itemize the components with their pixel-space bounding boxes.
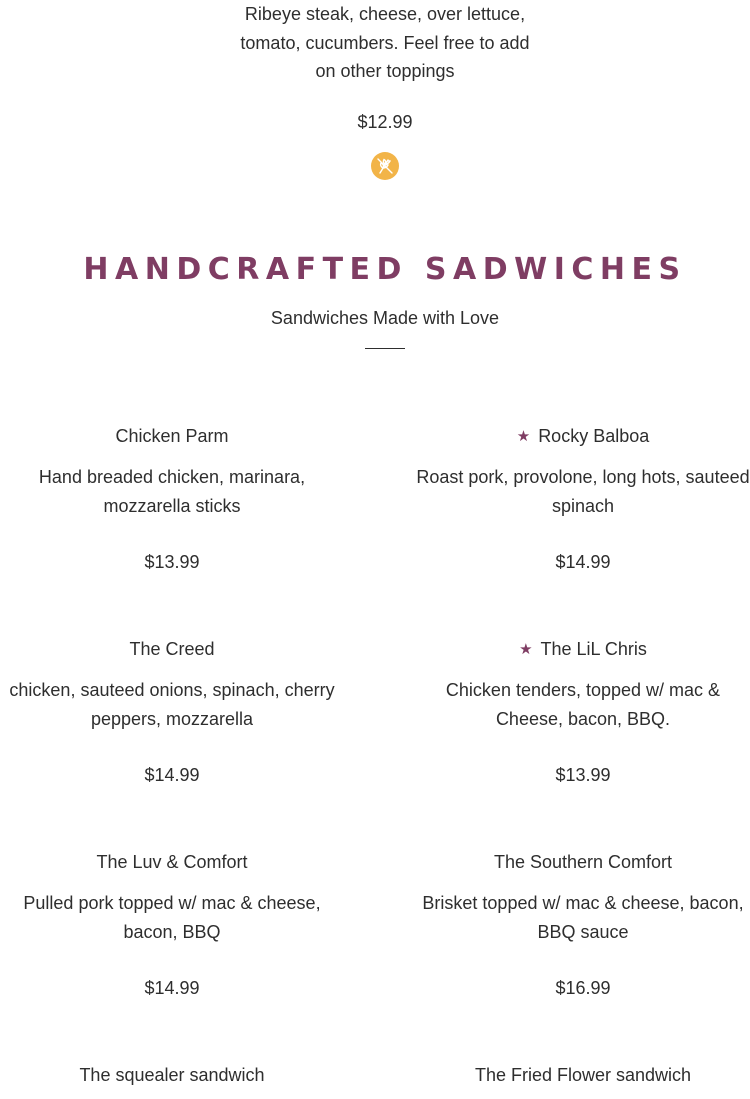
item-description: chicken, sauteed onions, spinach, cherry peppers, mozzarella (9, 680, 335, 729)
item-price: $14.99 (144, 978, 200, 998)
menu-item-previous (0, 0, 750, 180)
item-name-row (413, 637, 750, 661)
item-name: The LiL Chris (540, 639, 647, 659)
item-price: $14.99 (144, 765, 200, 785)
item-price: $13.99 (144, 552, 200, 572)
item-name: The Luv & Comfort (96, 852, 248, 872)
item-name: The Southern Comfort (493, 852, 673, 872)
section-divider (365, 348, 405, 349)
item-name: Chicken Parm (115, 426, 229, 446)
item-description: Pulled pork topped w/ mac & cheese, bacon, BBQ (23, 893, 321, 942)
item-description: Roast pork, provolone, long hots, sauteed spinach (416, 467, 750, 516)
menu-item-southern-comfort (413, 850, 750, 1000)
item-price: $13.99 (555, 765, 611, 785)
item-price: $12.99 (357, 111, 413, 132)
menu-item-rocky-balboa (413, 424, 750, 574)
featured-star-icon: ★ (519, 641, 533, 658)
menu-item-the-creed (2, 637, 342, 787)
item-price: $16.99 (555, 978, 611, 998)
item-name: Rocky Balboa (538, 426, 650, 446)
section-subtitle: Sandwiches Made with Love (270, 308, 500, 328)
menu-item-chicken-parm (2, 424, 342, 574)
item-description: Chicken tenders, topped w/ mac & Cheese, bacon, BBQ. (445, 680, 721, 729)
section-title: HANDCRAFTED SADWICHES (83, 252, 687, 287)
menu-item-squealer (2, 1063, 342, 1087)
item-price: $14.99 (555, 552, 611, 572)
item-description: Hand breaded chicken, marinara, mozzarella sticks (38, 467, 306, 516)
item-name: The squealer sandwich (79, 1065, 265, 1085)
item-description: Ribeye steak, cheese, over lettuce, tomato, cucumbers. Feel free to add on other toppings (240, 4, 530, 81)
menu-item-luv-comfort (2, 850, 342, 1000)
wheat-icon (371, 152, 399, 180)
wheat-icon-svg (375, 156, 395, 176)
featured-star-icon: ★ (516, 428, 531, 445)
item-name: The Fried Flower sandwich (474, 1065, 692, 1085)
item-name: The Creed (129, 639, 215, 659)
menu-item-lil-chris (413, 637, 750, 787)
item-description: Brisket topped w/ mac & cheese, bacon, BBQ sauce (422, 893, 744, 942)
item-name-row (413, 424, 750, 448)
menu-item-fried-flower (413, 1063, 750, 1087)
